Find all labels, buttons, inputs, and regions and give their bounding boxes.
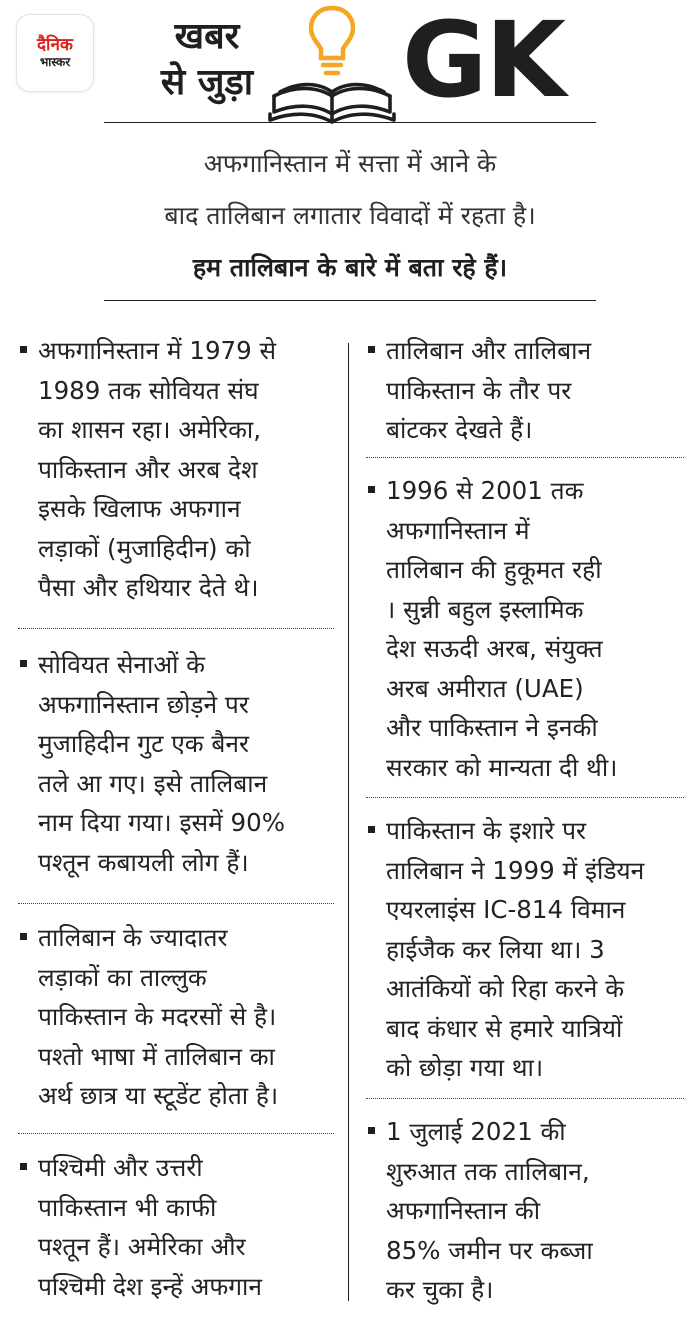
fact-line: पाकिस्तान और अरब देश	[38, 454, 258, 484]
intro-line-3: हम तालिबान के बारे में बता रहे हैं।	[192, 253, 508, 282]
fact-line: तालिबान के ज्यादातर	[38, 923, 228, 952]
fact-line: अफगानिस्तान की	[386, 1196, 541, 1225]
header-gk: GK	[402, 0, 564, 121]
fact-line: इसके खिलाफ अफगान	[38, 494, 241, 523]
fact-item	[366, 811, 684, 1088]
fact-line: सरकार को मान्यता दी थी।	[386, 752, 618, 782]
fact-item	[18, 331, 334, 608]
fact-line: का शासन रहा। अमेरिका,	[38, 415, 262, 444]
right-column	[366, 0, 684, 1323]
intro-line-1: अफगानिस्तान में सत्ता में आने के	[203, 149, 497, 178]
fact-line: अफगानिस्तान में 1979 से	[38, 336, 277, 365]
dotted-separator	[366, 1098, 684, 1099]
fact-line: लड़ाकों का ताल्लुक	[38, 962, 207, 992]
bullet-square-icon	[20, 933, 27, 940]
fact-line: एयरलाइंस IC-814 विमान	[386, 895, 626, 924]
fact-line: बांटकर देखते हैं।	[386, 415, 533, 444]
fact-line: 1989 तक सोवियत संघ	[38, 375, 259, 405]
fact-line: कर चुका है।	[386, 1275, 494, 1304]
fact-line: पाकिस्तान के तौर पर	[386, 375, 572, 405]
fact-line: बाद कंधार से हमारे यात्रियों	[386, 1013, 623, 1043]
fact-line: तालिबान और तालिबान	[386, 336, 592, 365]
fact-line: पश्तो भाषा में तालिबान का	[38, 1041, 275, 1071]
fact-item	[18, 645, 334, 882]
fact-line: देश सऊदी अरब, संयुक्त	[386, 634, 603, 663]
bullet-square-icon	[368, 486, 375, 493]
bullet-square-icon	[20, 660, 27, 667]
fact-line: पश्तून हैं। अमेरिका और	[38, 1232, 246, 1261]
fact-line: मुजाहिदीन गुट एक बैनर	[38, 729, 249, 758]
header-line2: से जुड़ा	[160, 62, 254, 103]
fact-item	[18, 918, 334, 1116]
fact-line: पश्चिमी और उत्तरी	[38, 1153, 203, 1182]
fact-line: अफगानिस्तान में	[386, 515, 530, 545]
fact-line: पाकिस्तान के मदरसों से है।	[38, 1002, 277, 1031]
fact-line: आतंकियों को रिहा करने के	[386, 974, 625, 1003]
fact-line: तले आ गए। इसे तालिबान	[38, 768, 268, 798]
dotted-separator	[18, 628, 334, 629]
fact-line: और पाकिस्तान ने इनकी	[386, 713, 598, 742]
fact-line: पैसा और हथियार देते थे।	[38, 573, 259, 602]
fact-line: तालिबान की हुकूमत रही	[386, 555, 602, 584]
bullet-square-icon	[20, 1163, 27, 1170]
intro-line-2: बाद तालिबान लगातार विवादों में रहता है।	[164, 201, 536, 230]
fact-item	[366, 331, 684, 450]
fact-line: 1996 से 2001 तक	[386, 476, 584, 505]
bullet-square-icon	[368, 826, 375, 833]
dotted-separator	[18, 903, 334, 904]
bullet-square-icon	[368, 1127, 375, 1134]
fact-line: अफगानिस्तान छोड़ने पर	[38, 689, 249, 719]
fact-line: सोवियत सेनाओं के	[38, 650, 205, 679]
fact-line: पाकिस्तान के इशारे पर	[386, 816, 587, 845]
fact-line: पाकिस्तान भी काफी	[38, 1192, 217, 1222]
fact-line: शुरुआत तक तालिबान,	[386, 1156, 590, 1186]
fact-item	[18, 1148, 334, 1306]
left-column	[18, 0, 334, 1323]
fact-line: 1 जुलाई 2021 की	[386, 1117, 566, 1146]
fact-line: हाईजैक कर लिया था। 3	[386, 934, 605, 964]
column-divider	[348, 343, 349, 1301]
header-line1: खबर	[174, 16, 240, 57]
fact-line: तालिबान ने 1999 में इंडियन	[386, 855, 645, 885]
fact-line: अरब अमीरात (UAE)	[386, 673, 584, 703]
dotted-separator	[366, 457, 684, 458]
fact-item	[366, 471, 684, 787]
brand-logo-line2: भास्कर	[39, 55, 71, 69]
dotted-separator	[366, 797, 684, 798]
fact-item	[366, 1112, 684, 1310]
fact-line: पश्तून कबायली लोग हैं।	[38, 847, 249, 877]
fact-line: । सुन्नी बहुल इस्लामिक	[386, 594, 584, 624]
fact-line: लड़ाकों (मुजाहिदीन) को	[38, 533, 251, 563]
fact-line: पश्चिमी देश इन्हें अफगान	[38, 1271, 262, 1301]
bullet-square-icon	[20, 346, 27, 353]
dotted-separator	[18, 1133, 334, 1134]
fact-line: को छोड़ा गया था।	[386, 1053, 544, 1082]
bullet-square-icon	[368, 346, 375, 353]
fact-line: नाम दिया गया। इसमें 90%	[38, 808, 285, 837]
brand-logo-line1: दैनिक	[37, 35, 73, 55]
fact-line: 85% जमीन पर कब्जा	[386, 1235, 593, 1265]
fact-line: अर्थ छात्र या स्टूडेंट होता है।	[38, 1081, 279, 1110]
